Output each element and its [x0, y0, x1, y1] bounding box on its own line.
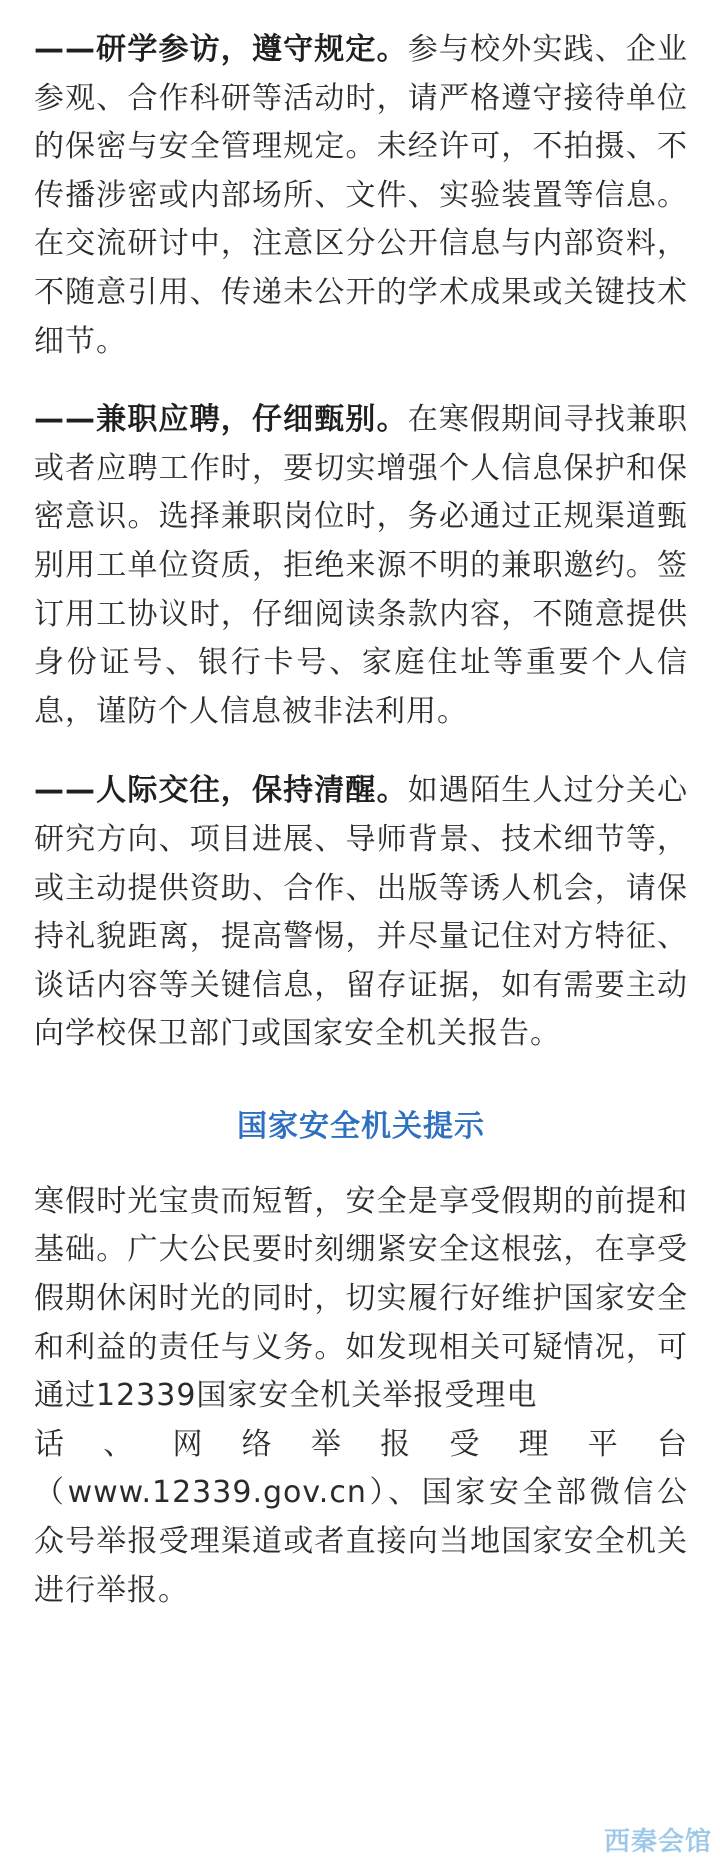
- paragraph-closing-tail: [34, 1469, 688, 1615]
- watermark-logo: 西秦会馆: [603, 1827, 712, 1857]
- paragraph-text: 在寒假期间寻找兼职或者应聘工作时，要切实增强个人信息保护和保密意识。选择兼职岗位时，务必通过正规渠道甄别用工单位资质，拒绝来源不明的兼职邀约。签订用工协议时，仔细阅读条款内容，不随意提供身份证号、银行卡号、家庭住址等重要个人信息，谨防个人信息被非法利用。: [34, 402, 689, 729]
- closing-text-b: 话 、 网 络 举 报 受 理 平 台: [34, 1426, 688, 1462]
- paragraph-text: 参与校外实践、企业参观、合作科研等活动时，请严格遵守接待单位的保密与安全管理规定。未经许可，不拍摄、不传播涉密或内部场所、文件、实验装置等信息。在交流研讨中，注意区分公开信息与内部资料，不随意引用、传递未公开的学术成果或关键技术细节。: [34, 32, 689, 359]
- article-body: [34, 0, 688, 1615]
- closing-text-a: 寒假时光宝贵而短暂，安全是享受假期的前提和基础。广大公民要时刻绷紧安全这根弦，在享受假期休闲时光的同时，切实履行好维护国家安全和利益的责任与义务。如发现相关可疑情况，可通过12339国家安全机关举报受理电: [34, 1183, 688, 1414]
- paragraph-research-visit: [34, 0, 688, 366]
- paragraph-text: 如遇陌生人过分关心研究方向、项目进展、导师背景、技术细节等，或主动提供资助、合作、出版等诱人机会，请保持礼貌距离，提高警惕，并尽量记住对方特征、谈话内容等关键信息，留存证据，如有需要主动向学校保卫部门或国家安全机关报告。: [34, 773, 689, 1052]
- paragraph-lead: ——研学参访，遵守规定。: [34, 32, 408, 67]
- paragraph-closing-spread-line: [34, 1421, 688, 1470]
- paragraph-part-time-job: [34, 396, 688, 736]
- paragraph-lead: ——兼职应聘，仔细甄别。: [34, 402, 408, 438]
- closing-text-c: （www.12339.gov.cn）、国家安全部微信公众号举报受理渠道或者直接向当地国家安全机关进行举报。: [34, 1475, 688, 1608]
- paragraph-social-interaction: [34, 767, 688, 1059]
- section-title: 国家安全机关提示: [237, 1108, 485, 1144]
- paragraph-lead: ——人际交往，保持清醒。: [34, 773, 408, 809]
- paragraph-closing: [34, 1178, 688, 1421]
